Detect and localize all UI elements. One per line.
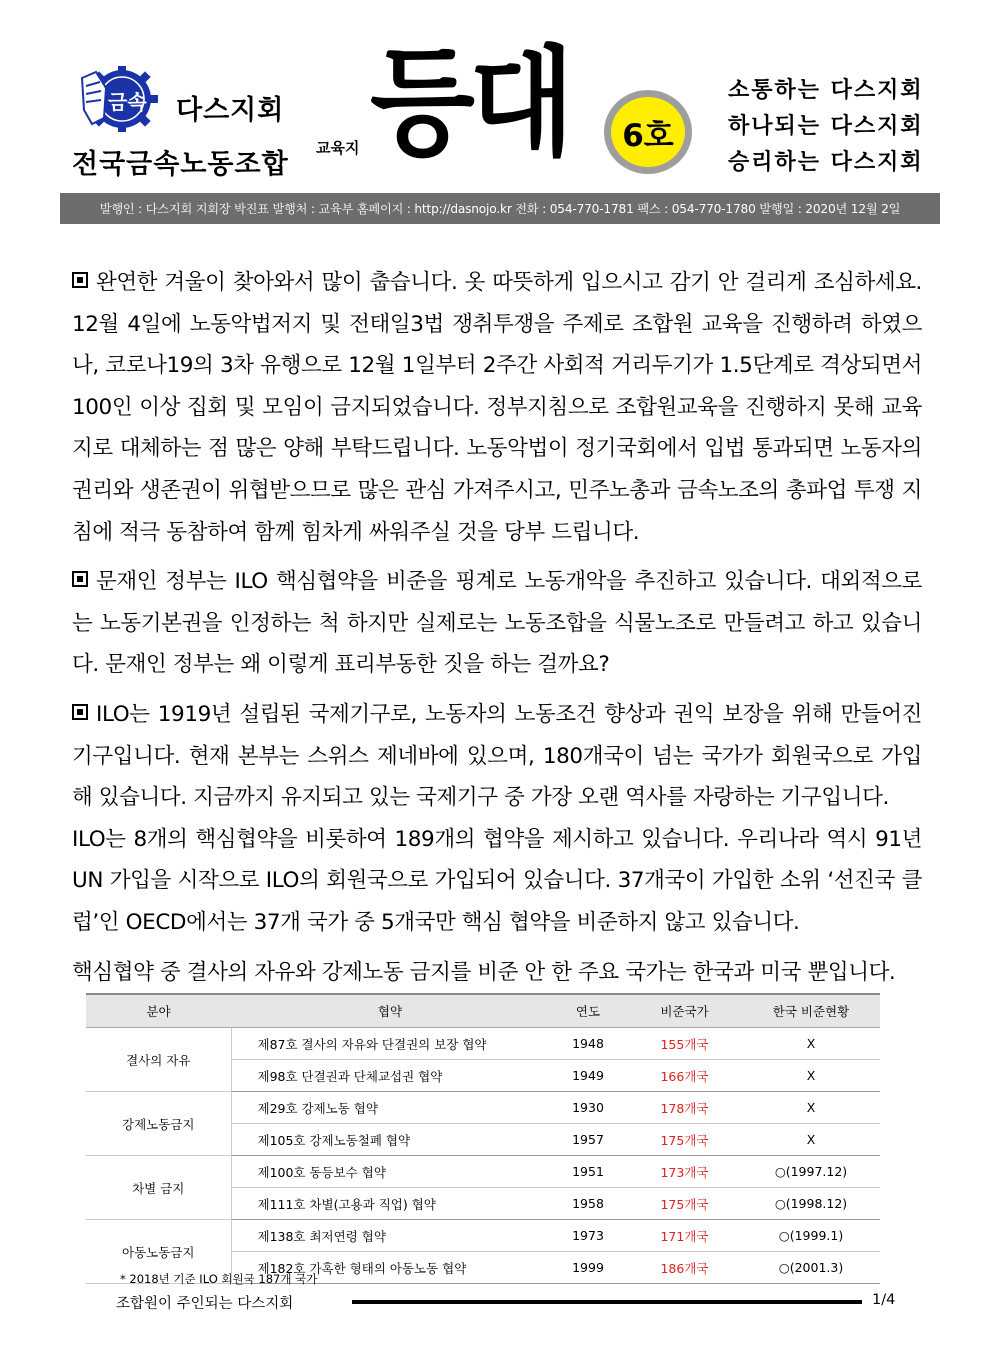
table-header-row [86, 994, 880, 1028]
convention-cell: 제111호 차별(고용과 직업) 협약 [231, 1188, 549, 1220]
ratified-cell: 171개국 [627, 1220, 742, 1252]
paragraph-summary [72, 952, 922, 994]
page-number: 1/4 [872, 1292, 896, 1308]
year-cell: 1948 [549, 1028, 627, 1060]
paragraph [72, 819, 922, 944]
convention-cell: 제182호 가혹한 형태의 아동노동 협약 [231, 1252, 549, 1284]
ratified-cell: 178개국 [627, 1092, 742, 1124]
paragraph [72, 262, 922, 553]
korea-status-cell: ○(1999.1) [742, 1220, 880, 1252]
korea-status-cell: X [742, 1092, 880, 1124]
slogan: 하나되는 다스지회 [728, 113, 924, 139]
korea-status-cell: X [742, 1124, 880, 1156]
square-bullet-icon [72, 272, 88, 288]
category-cell: 결사의 자유 [86, 1028, 231, 1092]
year-cell: 1957 [549, 1124, 627, 1156]
paragraph-text: 문재인 정부는 ILO 핵심협약을 비준을 핑계로 노동개악을 추진하고 있습니다. 대외적으로는 노동기본권을 인정하는 척 하지만 실제로는 노동조합을 식물노조로 만들려고 하고 있습니다. 문재인 정부는 왜 이렇게 표리부동한 짓을 하는 걸까요? [72, 569, 922, 678]
union-logo [78, 66, 162, 132]
slogan-list [728, 72, 924, 180]
ratified-cell: 155개국 [627, 1028, 742, 1060]
paragraph [72, 561, 922, 686]
ratified-cell: 166개국 [627, 1060, 742, 1092]
ratified-cell: 186개국 [627, 1252, 742, 1284]
square-bullet-icon [72, 571, 88, 587]
convention-cell: 제105호 강제노동철폐 협약 [231, 1124, 549, 1156]
square-bullet-icon [72, 704, 88, 720]
paragraph-text: ILO는 8개의 핵심협약을 비롯하여 189개의 협약을 제시하고 있습니다. 우리나라 역시 91년 UN 가입을 시작으로 ILO의 회원국으로 가입되어 있습니다. 37개국이 가입한 소위 ‘선진국 클럽’인 OECD에서는 37개 국가 중 5개국만 핵심 협약을 비준하지 않고 있습니다. [72, 826, 922, 935]
column-header: 연도 [549, 994, 627, 1028]
ratified-cell: 175개국 [627, 1188, 742, 1220]
branch-name: 다스지회 [176, 95, 285, 126]
convention-cell: 제138호 최저연령 협약 [231, 1220, 549, 1252]
slogan: 승리하는 다스지회 [728, 149, 924, 175]
table-row [86, 1220, 880, 1252]
year-cell: 1949 [549, 1060, 627, 1092]
table-row [86, 1092, 880, 1124]
paragraph [72, 694, 922, 819]
category-cell: 아동노동금지 [86, 1220, 231, 1284]
korea-status-cell: X [742, 1060, 880, 1092]
category-cell: 강제노동금지 [86, 1092, 231, 1156]
paragraph-text: ILO는 1919년 설립된 국제기구로, 노동자의 노동조건 향상과 권익 보장을 위해 만들어진 기구입니다. 현재 본부는 스위스 제네바에 있으며, 180개국이 넘는 국가가 회원국으로 가입해 있습니다. 지금까지 유지되고 있는 국제기구 중 가장 오랜 역사를 자랑하는 기구입니다. [72, 701, 922, 811]
issue-number: 6호 [611, 97, 685, 167]
table-row [86, 1028, 880, 1060]
table-footnote: * 2018년 기준 ILO 회원국 187개 국가 [120, 1272, 318, 1286]
footer-slogan: 조합원이 주인되는 다스지회 [116, 1296, 294, 1312]
convention-cell: 제100호 동등보수 협약 [231, 1156, 549, 1188]
korea-status-cell: ○(1998.12) [742, 1188, 880, 1220]
convention-cell: 제29호 강제노동 협약 [231, 1092, 549, 1124]
column-header: 비준국가 [627, 994, 742, 1028]
ratified-cell: 175개국 [627, 1124, 742, 1156]
year-cell: 1951 [549, 1156, 627, 1188]
publication-info: 발행인 : 다스지회 지회장 박진표 발행처 : 교육부 홈페이지 : http://dasnojo.kr 전화 : 054-770-1781 팩스 : 054-770-1780 발행일 : 2020년 12월 2일 [99, 202, 901, 216]
category-cell: 차별 금지 [86, 1156, 231, 1220]
column-header: 분야 [86, 994, 231, 1028]
korea-status-cell: ○(1997.12) [742, 1156, 880, 1188]
year-cell: 1999 [549, 1252, 627, 1284]
table-row [86, 1156, 880, 1188]
paragraph-text: 완연한 겨울이 찾아와서 많이 춥습니다. 옷 따뜻하게 입으시고 감기 안 걸리게 조심하세요. 12월 4일에 노동악법저지 및 전태일3법 쟁취투쟁을 주제로 조합원 교육을 진행하려 하였으나, 코로나19의 3차 유행으로 12월 1일부터 2주간 사회적 거리두기가 1.5단계로 격상되면서 100인 이상 집회 및 모임이 금지되었습니다. 정부지침으로 조합원교육을 진행하지 못해 교육지로 대체하는 점 많은 양해 부탁드립니다. 노동악법이 정기국회에서 입법 통과되면 노동자의 권리와 생존권이 위협받으므로 많은 관심 가져주시고, 민주노총과 금속노조의 총파업 투쟁 지침에 적극 동참하여 함께 힘차게 싸워주실 것을 당부 드립니다. [72, 270, 922, 545]
year-cell: 1973 [549, 1220, 627, 1252]
issue-badge [604, 90, 692, 174]
korea-status-cell: X [742, 1028, 880, 1060]
column-header: 한국 비준현황 [742, 994, 880, 1028]
ilo-convention-table [86, 993, 880, 1284]
newsletter-title: 등대 [370, 34, 569, 172]
year-cell: 1958 [549, 1188, 627, 1220]
footer-divider [352, 1300, 862, 1304]
korea-status-cell: ○(2001.3) [742, 1252, 880, 1284]
union-name: 전국금속노동조합 [72, 149, 289, 180]
logo-text: 금속 [108, 90, 147, 114]
convention-cell: 제98호 단결권과 단체교섭권 협약 [231, 1060, 549, 1092]
ratified-cell: 173개국 [627, 1156, 742, 1188]
paper-type: 교육지 [316, 139, 360, 157]
slogan: 소통하는 다스지회 [728, 77, 924, 103]
publication-info-bar [60, 193, 940, 224]
column-header: 협약 [231, 994, 549, 1028]
article-body [72, 262, 922, 1001]
paragraph-text: 핵심협약 중 결사의 자유와 강제노동 금지를 비준 안 한 주요 국가는 한국과 미국 뿐입니다. [72, 959, 896, 985]
convention-cell: 제87호 결사의 자유와 단결권의 보장 협약 [231, 1028, 549, 1060]
year-cell: 1930 [549, 1092, 627, 1124]
